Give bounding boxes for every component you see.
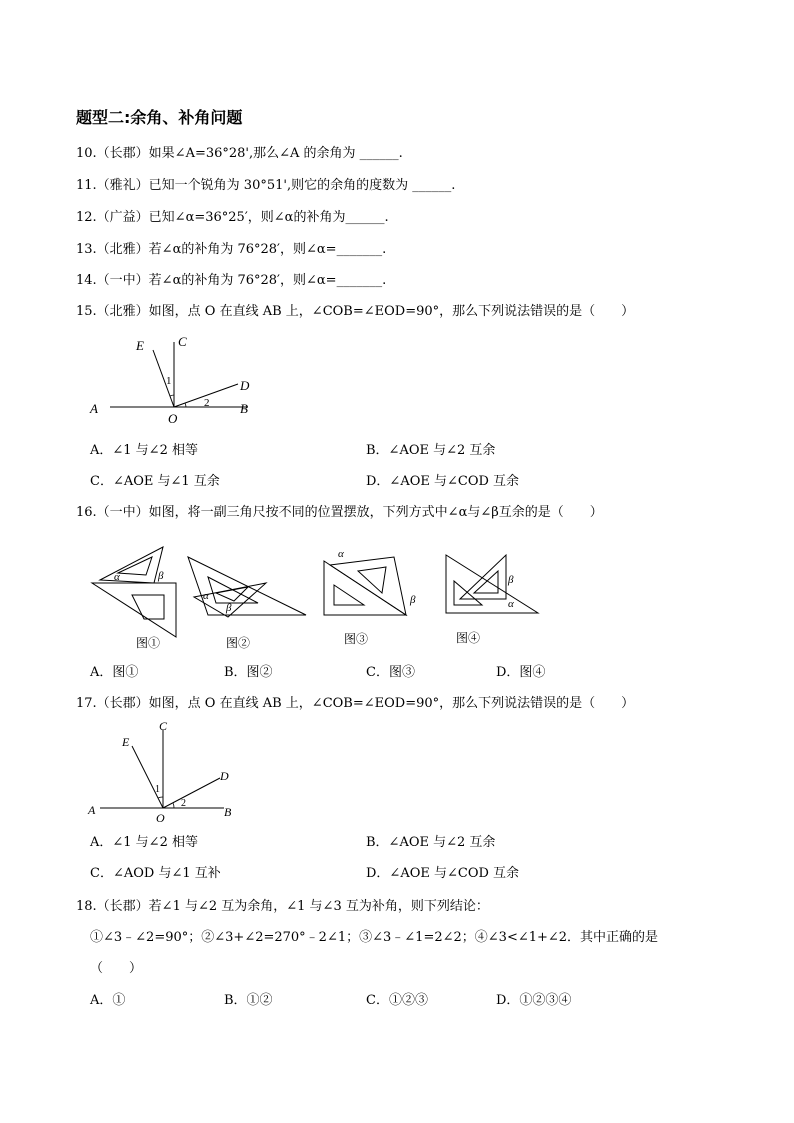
q18-option-d[interactable]: D．①②③④ xyxy=(496,993,572,1008)
question-12: 12.（广益）已知∠α=36°25′，则∠α的补角为______. xyxy=(76,210,389,225)
fig2-caption: 图② xyxy=(226,636,251,650)
q16-option-a[interactable]: A．图① xyxy=(90,665,139,680)
label-o: O xyxy=(168,411,178,426)
angle-1-label: 1 xyxy=(166,375,172,387)
figure-16-2 xyxy=(188,557,306,617)
q15-option-c[interactable]: C．∠AOE 与∠1 互余 xyxy=(90,474,220,489)
label-d: D xyxy=(240,378,250,393)
q18-option-a[interactable]: A．① xyxy=(90,993,126,1008)
label-a: A xyxy=(90,401,98,416)
label-a: A xyxy=(88,803,96,817)
question-17: 17.（长郡）如图，点 O 在直线 AB 上，∠COB=∠EOD=90°，那么下列说法错误的是（ ） xyxy=(76,696,635,711)
q17-option-a[interactable]: A．∠1 与∠2 相等 xyxy=(90,835,198,850)
fig3-caption: 图③ xyxy=(344,632,369,646)
fig2-alpha: α xyxy=(203,590,209,602)
angle-2-label: 2 xyxy=(204,397,210,409)
angle-1-label: 1 xyxy=(155,784,160,795)
question-18: 18.（长郡）若∠1 与∠2 互为余角，∠1 与∠3 互为补角，则下列结论： xyxy=(76,899,489,914)
fig3-alpha: α xyxy=(338,548,344,560)
fig3-beta: β xyxy=(410,594,416,606)
fig1-alpha: α xyxy=(114,571,120,583)
q17-option-b[interactable]: B．∠AOE 与∠2 互余 xyxy=(366,835,496,850)
q17-option-c[interactable]: C．∠AOD 与∠1 互补 xyxy=(90,866,221,881)
ray-oe xyxy=(132,746,163,808)
label-c: C xyxy=(178,334,187,349)
question-18-answer-bracket: （ ） xyxy=(90,961,143,976)
q15-option-a[interactable]: A．∠1 与∠2 相等 xyxy=(90,443,198,458)
label-e: E xyxy=(136,338,144,353)
figure-17 xyxy=(86,718,246,826)
q18-option-c[interactable]: C．①②③ xyxy=(366,993,428,1008)
q16-option-c[interactable]: C．图③ xyxy=(366,665,415,680)
fig4-caption: 图④ xyxy=(456,631,481,645)
label-o: O xyxy=(156,811,165,825)
label-d: D xyxy=(220,769,229,783)
fig4-alpha: α xyxy=(508,598,514,610)
q17-option-d[interactable]: D．∠AOE 与∠COD 互余 xyxy=(366,866,520,881)
fig1-beta: β xyxy=(158,570,164,582)
angle-2-label: 2 xyxy=(181,798,186,809)
figure-16 xyxy=(88,535,548,655)
figure-15 xyxy=(88,332,268,427)
q16-option-b[interactable]: B．图② xyxy=(224,665,273,680)
label-c: C xyxy=(159,719,168,733)
q18-option-b[interactable]: B．①② xyxy=(224,993,273,1008)
figure-16-1 xyxy=(92,547,176,637)
section-title: 题型二:余角、补角问题 xyxy=(76,108,243,127)
fig4-beta: β xyxy=(508,574,514,586)
q16-option-d[interactable]: D．图④ xyxy=(496,665,546,680)
fig2-beta: β xyxy=(226,602,232,614)
fig1-caption: 图① xyxy=(136,636,161,650)
question-13: 13.（北雅）若∠α的补角为 76°28′，则∠α=_______. xyxy=(76,242,387,257)
question-18-statements: ①∠3﹣∠2=90°；②∠3+∠2=270°﹣2∠1；③∠3﹣∠1=2∠2；④∠3<∠1+∠2．其中正确的是 xyxy=(90,930,659,945)
question-10: 10.（长郡）如果∠A=36°28',那么∠A 的余角为 ______. xyxy=(76,146,403,161)
label-e: E xyxy=(122,735,130,749)
question-16: 16.（一中）如图，将一副三角尺按不同的位置摆放，下列方式中∠α与∠β互余的是（ ） xyxy=(76,505,603,520)
question-14: 14.（一中）若∠α的补角为 76°28′，则∠α=_______. xyxy=(76,273,387,288)
question-15: 15.（北雅）如图，点 O 在直线 AB 上，∠COB=∠EOD=90°，那么下列说法错误的是（ ） xyxy=(76,304,635,319)
ray-od xyxy=(163,778,220,808)
figure-16-4 xyxy=(446,555,538,613)
q15-option-d[interactable]: D．∠AOE 与∠COD 互余 xyxy=(366,474,520,489)
figure-16-3 xyxy=(324,557,406,615)
q15-option-b[interactable]: B．∠AOE 与∠2 互余 xyxy=(366,443,496,458)
question-11: 11.（雅礼）已知一个锐角为 30°51',则它的余角的度数为 ______. xyxy=(76,178,456,193)
label-b: B xyxy=(240,401,248,416)
label-b: B xyxy=(224,805,232,819)
